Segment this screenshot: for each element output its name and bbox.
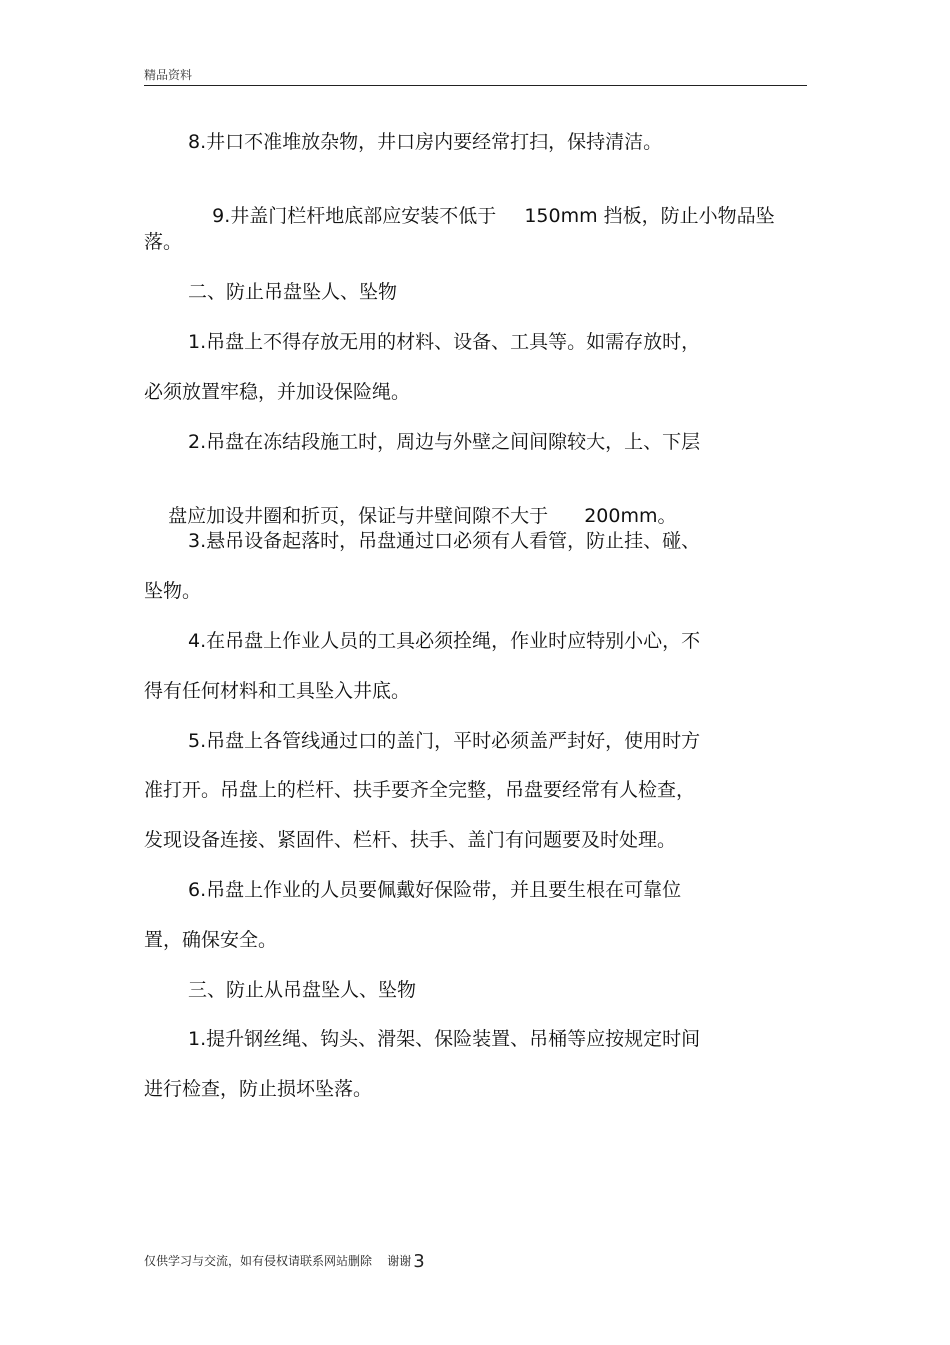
line-segment: 150mm 挡板，防止小物品坠 bbox=[524, 205, 775, 227]
footer-disclaimer: 仅供学习与交流，如有侵权请联系网站删除 bbox=[144, 1254, 373, 1268]
section-heading: 二、防止吊盘坠人、坠物 bbox=[188, 281, 398, 303]
section-heading: 三、防止从吊盘坠人、坠物 bbox=[188, 979, 417, 1001]
paragraph-line: 8.井口不准堆放杂物，井口房内要经常打扫，保持清洁。 bbox=[188, 131, 663, 153]
paragraph-line: 6.吊盘上作业的人员要佩戴好保险带，并且要生根在可靠位 bbox=[188, 879, 682, 901]
paragraph-line: 必须放置牢稳，并加设保险绳。 bbox=[144, 381, 411, 403]
paragraph-line: 1.提升钢丝绳、钩头、滑架、保险装置、吊桶等应按规定时间 bbox=[188, 1028, 701, 1050]
paragraph-line: 得有任何材料和工具坠入井底。 bbox=[144, 680, 411, 702]
page-header-label: 精品资料 bbox=[144, 68, 193, 82]
paragraph-line: 4.在吊盘上作业人员的工具必须拴绳，作业时应特别小心，不 bbox=[188, 630, 701, 652]
page-number: 3 bbox=[413, 1251, 425, 1272]
paragraph-line: 5.吊盘上各管线通过口的盖门，平时必须盖严封好，使用时方 bbox=[188, 730, 701, 752]
line-segment: 9.井盖门栏杆地底部应安装不低于 bbox=[212, 205, 497, 227]
header-divider bbox=[144, 85, 807, 86]
line-segment: 200mm。 bbox=[584, 505, 677, 527]
paragraph-line bbox=[188, 180, 775, 252]
paragraph-line: 2.吊盘在冻结段施工时，周边与外壁之间间隙较大，上、下层 bbox=[188, 431, 701, 453]
paragraph-line: 进行检查，防止损坏坠落。 bbox=[144, 1078, 373, 1100]
paragraph-line: 落。 bbox=[144, 231, 183, 253]
paragraph-line: 1.吊盘上不得存放无用的材料、设备、工具等。如需存放时， bbox=[188, 331, 701, 353]
paragraph-line: 发现设备连接、紧固件、栏杆、扶手、盖门有问题要及时处理。 bbox=[144, 829, 677, 851]
paragraph-line: 准打开。吊盘上的栏杆、扶手要齐全完整，吊盘要经常有人检查， bbox=[144, 779, 696, 801]
paragraph-line: 3.悬吊设备起落时，吊盘通过口必须有人看管，防止挂、碰、 bbox=[188, 530, 701, 552]
footer-thanks: 谢谢 bbox=[387, 1254, 412, 1268]
line-segment: 盘应加设井圈和折页，保证与井壁间隙不大于 bbox=[168, 505, 549, 527]
paragraph-line: 坠物。 bbox=[144, 580, 202, 602]
paragraph-line: 置，确保安全。 bbox=[144, 929, 278, 951]
page-footer bbox=[144, 1251, 425, 1272]
